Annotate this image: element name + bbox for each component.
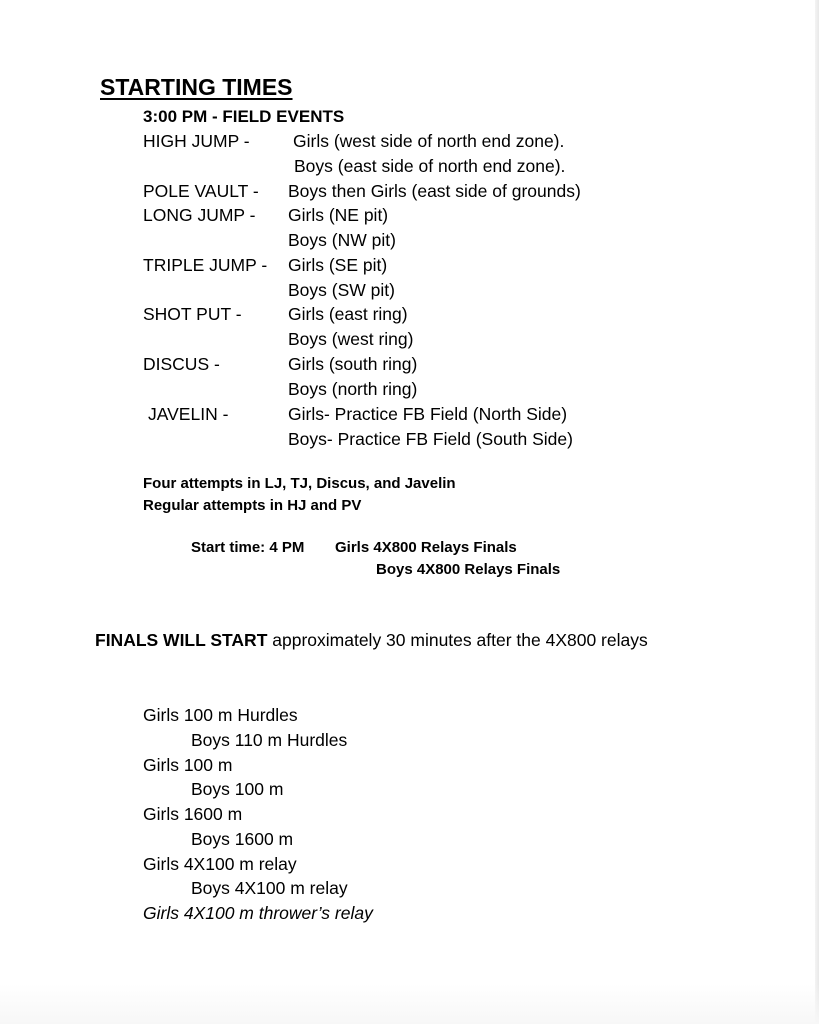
running-event-boys-100m: Boys 100 m [191,779,284,799]
event-detail-javelin-girls: Girls- Practice FB Field (North Side) [288,404,568,424]
event-detail-javelin-boys: Boys- Practice FB Field (South Side) [288,429,573,449]
event-name-high-jump: HIGH JUMP - [143,131,250,151]
note-four-attempts: Four attempts in LJ, TJ, Discus, and Javelin [143,475,456,492]
relay-start-time: Start time: 4 PM [191,539,305,556]
running-event-boys-110m-hurdles: Boys 110 m Hurdles [191,730,348,750]
running-event-boys-1600m: Boys 1600 m [191,829,294,849]
event-name-javelin: JAVELIN - [148,404,229,424]
page-edge-shadow [815,0,819,1024]
event-detail-long-jump-boys: Boys (NW pit) [288,230,396,250]
event-detail-high-jump-girls: Girls (west side of north end zone). [293,131,565,151]
event-detail-discus-girls: Girls (south ring) [288,354,418,374]
event-name-triple-jump: TRIPLE JUMP - [143,255,268,275]
page-title: STARTING TIMES [100,74,293,100]
event-detail-shot-put-girls: Girls (east ring) [288,304,408,324]
event-name-long-jump: LONG JUMP - [143,205,256,225]
finals-start-line [95,632,648,650]
finals-start-bold: FINALS WILL START [95,630,268,650]
relay-boys-4x800: Boys 4X800 Relays Finals [376,561,561,578]
event-name-pole-vault: POLE VAULT - [143,181,259,201]
event-detail-triple-jump-girls: Girls (SE pit) [288,255,388,275]
event-name-shot-put: SHOT PUT - [143,304,242,324]
event-detail-discus-boys: Boys (north ring) [288,379,418,399]
running-event-girls-4x100-relay: Girls 4X100 m relay [143,854,297,874]
event-detail-shot-put-boys: Boys (west ring) [288,329,414,349]
event-name-discus: DISCUS - [143,354,220,374]
event-detail-long-jump-girls: Girls (NE pit) [288,205,389,225]
running-event-girls-100m: Girls 100 m [143,755,233,775]
running-event-boys-4x100-relay: Boys 4X100 m relay [191,878,348,898]
field-events-heading: 3:00 PM - FIELD EVENTS [143,107,345,126]
event-detail-high-jump-boys: Boys (east side of north end zone). [294,156,566,176]
note-regular-attempts: Regular attempts in HJ and PV [143,497,362,514]
event-detail-pole-vault: Boys then Girls (east side of grounds) [288,181,581,201]
running-event-girls-1600m: Girls 1600 m [143,804,243,824]
page-bottom-shade [0,984,819,1024]
running-event-girls-throwers-relay: Girls 4X100 m thrower’s relay [143,903,373,923]
event-detail-triple-jump-boys: Boys (SW pit) [288,280,395,300]
relay-girls-4x800: Girls 4X800 Relays Finals [335,539,517,556]
running-event-girls-100m-hurdles: Girls 100 m Hurdles [143,705,298,725]
finals-start-rest: approximately 30 minutes after the 4X800 relays [267,630,648,650]
